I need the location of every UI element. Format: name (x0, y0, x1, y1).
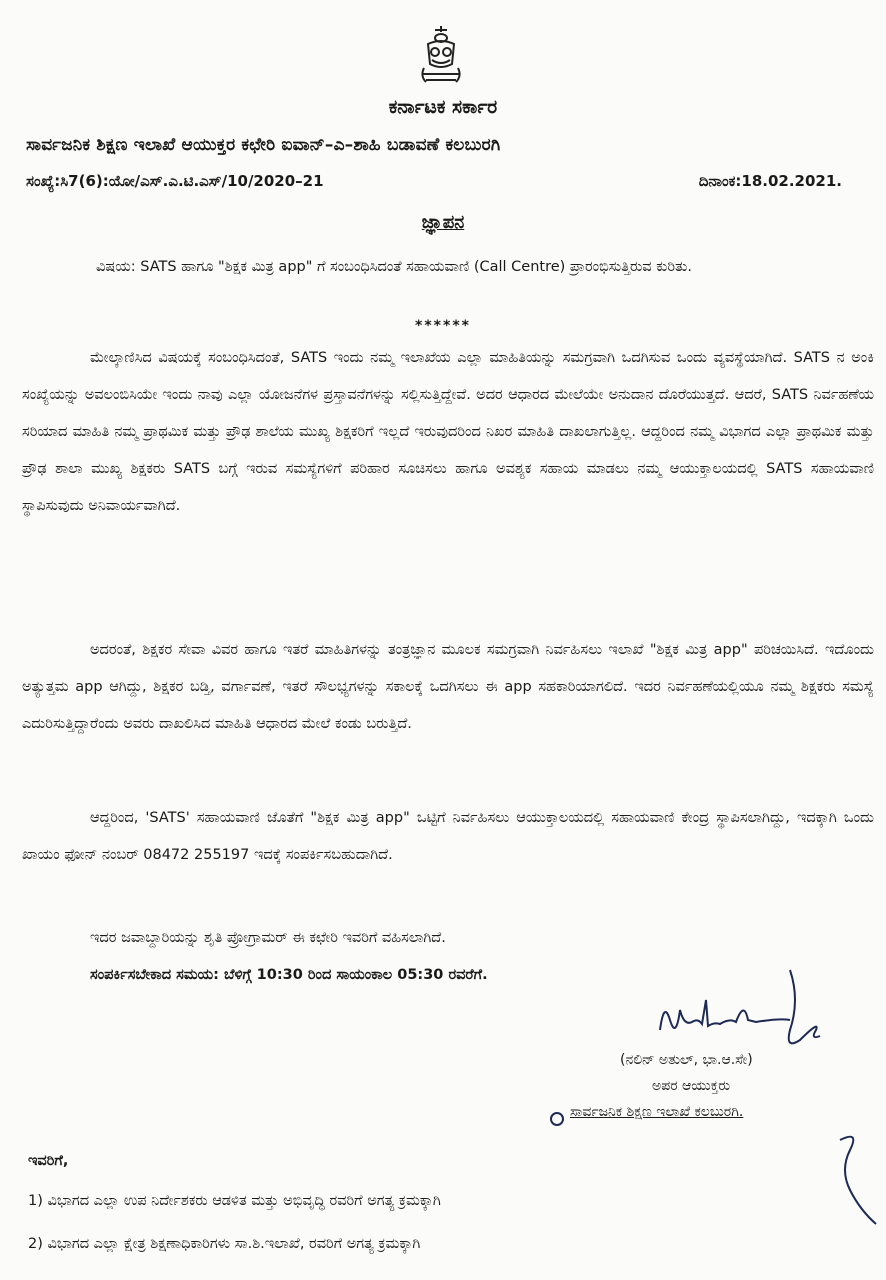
handwritten-arrow-mark (820, 1120, 880, 1230)
reference-number: ಸಂಖ್ಯೆ:ಸಿ7(6):ಯೋ/ಎಸ್.ಎ.ಟಿ.ಎಸ್/10/2020–21 (26, 172, 324, 190)
state-emblem-icon (418, 24, 464, 86)
paragraph-4: ಇದರ ಜವಾಬ್ದಾರಿಯನ್ನು ಶೃತಿ ಪ್ರೋಗ್ರಾಮರ್ ಈ ಕಛೇರಿ ಇವರಿಗೆ ವಹಿಸಲಾಗಿದೆ. (90, 930, 446, 946)
paragraph-1: ಮೇಲ್ಕಾಣಿಸಿದ ವಿಷಯಕ್ಕೆ ಸಂಬಂಧಿಸಿದಂತೆ, SATS ಇಂದು ನಮ್ಮ ಇಲಾಖೆಯ ಎಲ್ಲಾ ಮಾಹಿತಿಯನ್ನು ಸಮಗ್ರವಾಗಿ ಒದಗಿಸುವ ಒಂದು ವ್ಯವಸ್ಥೆಯಾಗಿದೆ. SATS ನ ಅಂಕಿ ಸಂಖ್ಯೆಯನ್ನು ಅವಲಂಬಿಸಿಯೇ ಇಂದು ನಾವು ಎಲ್ಲಾ ಯೋಜನೆಗಳ ಪ್ರಸ್ತಾವನೆಗಳನ್ನು ಸಲ್ಲಿಸುತ್ತಿದ್ದೇವೆ. ಅದರ ಆಧಾರದ ಮೇಲೆಯೇ ಅನುದಾನ ದೊರೆಯುತ್ತದೆ. ಆದರೆ, SATS ನಿರ್ವಹಣೆಯ ಸರಿಯಾದ ಮಾಹಿತಿ ನಮ್ಮ ಪ್ರಾಥಮಿಕ ಮತ್ತು ಪ್ರೌಢ ಶಾಲೆಯ ಮುಖ್ಯ ಶಿಕ್ಷಕರಿಗೆ ಇಲ್ಲದೆ ಇರುವುದರಿಂದ ನಿಖರ ಮಾಹಿತಿ ದಾಖಲಾಗುತ್ತಿಲ್ಲ. ಆದ್ದರಿಂದ ನಮ್ಮ ವಿಭಾಗದ ಎಲ್ಲಾ ಪ್ರಾಥಮಿಕ ಮತ್ತು ಪ್ರೌಢ ಶಾಲಾ ಮುಖ್ಯ ಶಿಕ್ಷಕರು SATS ಬಗ್ಗೆ ಇರುವ ಸಮಸ್ಯೆಗಳಿಗೆ ಪರಿಹಾರ ಸೂಚಿಸಲು ಹಾಗೂ ಅವಶ್ಯಕ ಸಹಾಯ ಮಾಡಲು ನಮ್ಮ ಆಯುಕ್ತಾಲಯದಲ್ಲಿ SATS ಸಹಾಯವಾಣಿ ಸ್ಥಾಪಿಸುವುದು ಅನಿವಾರ್ಯವಾಗಿದೆ. (22, 350, 874, 514)
recipient-item-1: 1) ವಿಭಾಗದ ಎಲ್ಲಾ ಉಪ ನಿರ್ದೇಶಕರು ಆಡಳಿತ ಮತ್ತು ಅಭಿವೃದ್ಧಿ ರವರಿಗೆ ಅಗತ್ಯ ಕ್ರಮಕ್ಕಾಗಿ (28, 1193, 441, 1209)
recipient-item-2: 2) ವಿಭಾಗದ ಎಲ್ಲಾ ಕ್ಷೇತ್ರ ಶಿಕ್ಷಣಾಧಿಕಾರಿಗಳು ಸಾ.ಶಿ.ಇಲಾಖೆ, ರವರಿಗೆ ಅಗತ್ಯ ಕ್ರಮಕ್ಕಾಗಿ (28, 1236, 421, 1252)
government-title: ಕರ್ನಾಟಕ ಸರ್ಕಾರ (388, 96, 498, 118)
signatory-name: (ನಲಿನ್ ಅತುಲ್, ಭಾ.ಆ.ಸೇ) (620, 1052, 753, 1068)
paragraph-3: ಆದ್ದರಿಂದ, 'SATS' ಸಹಾಯವಾಣಿ ಜೊತೆಗೆ "ಶಿಕ್ಷಕ ಮಿತ್ರ app" ಒಟ್ಟಿಗೆ ನಿರ್ವಹಿಸಲು ಆಯುಕ್ತಾಲಯದಲ್ಲಿ ಸಹಾಯವಾಣಿ ಕೇಂದ್ರ ಸ್ಥಾಪಿಸಲಾಗಿದ್ದು, ಇದಕ್ಕಾಗಿ ಒಂದು ಖಾಯಂ ಫೋನ್ ನಂಬರ್ 08472 255197 ಇದಕ್ಕೆ ಸಂಪರ್ಕಿಸಬಹುದಾಗಿದೆ. (22, 810, 874, 863)
memo-title: ಜ್ಞಾಪನ (421, 212, 465, 233)
contact-timing: ಸಂಪರ್ಕಿಸಬೇಕಾದ ಸಮಯ: ಬೆಳಿಗ್ಗೆ 10:30 ರಿಂದ ಸಾಯಂಕಾಲ 05:30 ರವರೆಗೆ. (90, 967, 488, 983)
signatory-office (548, 1104, 743, 1120)
office-address: ಸಾರ್ವಜನಿಕ ಶಿಕ್ಷಣ ಇಲಾಖೆ ಆಯುಕ್ತರ ಕಛೇರಿ ಐವಾನ್–ಎ–ಶಾಹಿ ಬಡಾವಣೆ ಕಲಬುರಗಿ (26, 135, 501, 155)
reference-line (26, 172, 856, 190)
document-date: ದಿನಾಂಕ:18.02.2021. (698, 172, 842, 190)
separator: ****** (415, 318, 471, 334)
subject-label: ವಿಷಯ: (96, 259, 136, 275)
subject-text: SATS ಹಾಗೂ "ಶಿಕ್ಷಕ ಮಿತ್ರ app" ಗೆ ಸಂಬಂಧಿಸಿದಂತೆ ಸಹಾಯವಾಣಿ (Call Centre) ಪ್ರಾರಂಭಿಸುತ್ತಿರುವ ಕುರಿತು. (140, 259, 692, 275)
signatory-office-text: ಸಾರ್ವಜನಿಕ ಶಿಕ್ಷಣ ಇಲಾಖೆ ಕಲಬುರಗಿ. (570, 1104, 744, 1120)
signatory-designation: ಅಪರ ಆಯುಕ್ತರು (652, 1078, 731, 1094)
subject-block (96, 253, 796, 281)
recipients-label: ಇವರಿಗೆ, (28, 1153, 69, 1169)
paragraph-2: ಅದರಂತೆ, ಶಿಕ್ಷಕರ ಸೇವಾ ವಿವರ ಹಾಗೂ ಇತರೆ ಮಾಹಿತಿಗಳನ್ನು ತಂತ್ರಜ್ಞಾನ ಮೂಲಕ ಸಮಗ್ರವಾಗಿ ನಿರ್ವಹಿಸಲು ಇಲಾಖೆ "ಶಿಕ್ಷಕ ಮಿತ್ರ app" ಪರಿಚಯಿಸಿದೆ. ಇದೊಂದು ಅತ್ಯುತ್ತಮ app ಆಗಿದ್ದು, ಶಿಕ್ಷಕರ ಬಡ್ತಿ, ವರ್ಗಾವಣೆ, ಇತರೆ ಸೌಲಭ್ಯಗಳನ್ನು ಸಕಾಲಕ್ಕೆ ಒದಗಿಸಲು ಈ app ಸಹಕಾರಿಯಾಗಲಿದೆ. ಇದರ ನಿರ್ವಹಣೆಯಲ್ಲಿಯೂ ನಮ್ಮ ಶಿಕ್ಷಕರು ಸಮಸ್ಯೆ ಎದುರಿಸುತ್ತಿದ್ದಾರೆಂದು ಅವರು ದಾಖಲಿಸಿದ ಮಾಹಿತಿ ಆಧಾರದ ಮೇಲೆ ಕಂಡು ಬರುತ್ತಿದೆ. (22, 642, 874, 732)
